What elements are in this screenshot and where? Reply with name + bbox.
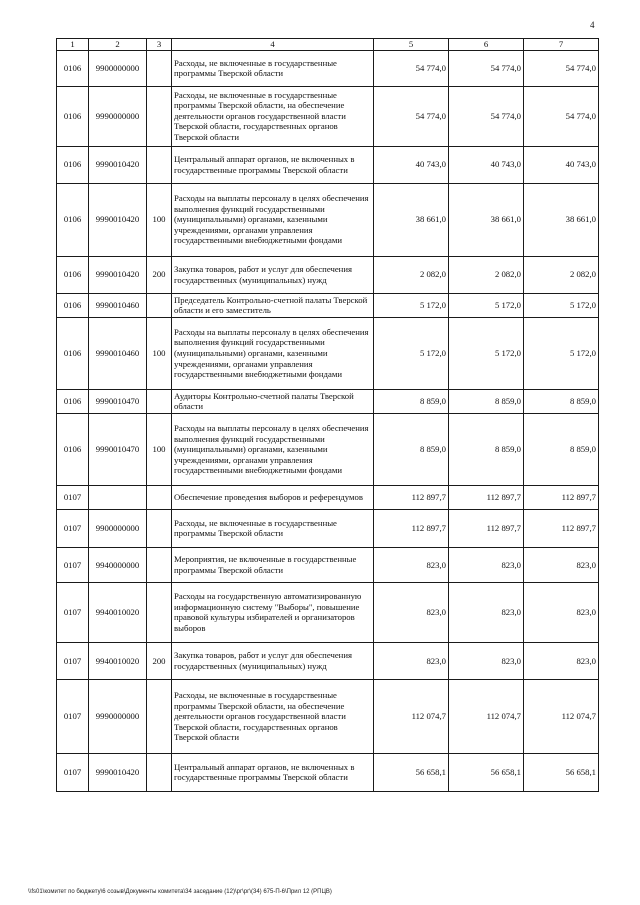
description-cell: Расходы на выплаты персоналу в целях обеспечения выполнения функций государственными (муниципальными) органами, казенными учреждениями, органами управления государственными внебюджетными фондами xyxy=(172,413,374,485)
table-row xyxy=(57,582,599,642)
section-code-cell: 0107 xyxy=(57,753,89,791)
amount-year3-cell: 40 743,0 xyxy=(524,146,599,183)
amount-year2-cell: 112 897,7 xyxy=(449,509,524,547)
target-article-cell: 9940010020 xyxy=(89,582,147,642)
budget-table xyxy=(56,38,599,792)
target-article-cell: 9990000000 xyxy=(89,86,147,146)
description-cell: Закупка товаров, работ и услуг для обеспечения государственных (муниципальных) нужд xyxy=(172,642,374,679)
amount-year3-cell: 112 897,7 xyxy=(524,509,599,547)
amount-year3-cell: 38 661,0 xyxy=(524,183,599,256)
target-article-cell: 9990010420 xyxy=(89,256,147,293)
table-row xyxy=(57,317,599,389)
expense-type-cell: 200 xyxy=(147,256,172,293)
description-cell: Мероприятия, не включенные в государственные программы Тверской области xyxy=(172,547,374,582)
expense-type-cell xyxy=(147,389,172,413)
table-row xyxy=(57,413,599,485)
table-row xyxy=(57,183,599,256)
amount-year1-cell: 2 082,0 xyxy=(374,256,449,293)
description-cell: Аудиторы Контрольно-счетной палаты Тверской области xyxy=(172,389,374,413)
expense-type-cell xyxy=(147,509,172,547)
amount-year1-cell: 823,0 xyxy=(374,582,449,642)
amount-year1-cell: 823,0 xyxy=(374,547,449,582)
section-code-cell: 0107 xyxy=(57,485,89,509)
description-cell: Председатель Контрольно-счетной палаты Тверской области и его заместитель xyxy=(172,293,374,317)
target-article-cell: 9940000000 xyxy=(89,547,147,582)
description-cell: Центральный аппарат органов, не включенных в государственные программы Тверской области xyxy=(172,146,374,183)
table-row xyxy=(57,256,599,293)
amount-year2-cell: 54 774,0 xyxy=(449,86,524,146)
amount-year1-cell: 54 774,0 xyxy=(374,50,449,86)
amount-year3-cell: 2 082,0 xyxy=(524,256,599,293)
target-article-cell xyxy=(89,485,147,509)
amount-year2-cell: 823,0 xyxy=(449,582,524,642)
amount-year3-cell: 823,0 xyxy=(524,582,599,642)
expense-type-cell xyxy=(147,485,172,509)
amount-year1-cell: 112 074,7 xyxy=(374,679,449,753)
column-header: 6 xyxy=(449,39,524,51)
column-header: 1 xyxy=(57,39,89,51)
section-code-cell: 0106 xyxy=(57,389,89,413)
amount-year2-cell: 112 897,7 xyxy=(449,485,524,509)
amount-year1-cell: 8 859,0 xyxy=(374,389,449,413)
table-row xyxy=(57,509,599,547)
column-header: 7 xyxy=(524,39,599,51)
description-cell: Обеспечение проведения выборов и референдумов xyxy=(172,485,374,509)
section-code-cell: 0106 xyxy=(57,293,89,317)
section-code-cell: 0107 xyxy=(57,509,89,547)
table-row xyxy=(57,547,599,582)
amount-year2-cell: 8 859,0 xyxy=(449,389,524,413)
section-code-cell: 0107 xyxy=(57,547,89,582)
column-header: 2 xyxy=(89,39,147,51)
table-body xyxy=(57,50,599,791)
column-header: 4 xyxy=(172,39,374,51)
page-number: 4 xyxy=(590,20,595,30)
description-cell: Расходы на выплаты персоналу в целях обеспечения выполнения функций государственными (муниципальными) органами, казенными учреждениями, органами управления государственными внебюджетными фондами xyxy=(172,317,374,389)
section-code-cell: 0106 xyxy=(57,50,89,86)
section-code-cell: 0106 xyxy=(57,183,89,256)
amount-year3-cell: 5 172,0 xyxy=(524,317,599,389)
section-code-cell: 0107 xyxy=(57,582,89,642)
amount-year3-cell: 5 172,0 xyxy=(524,293,599,317)
expense-type-cell: 200 xyxy=(147,642,172,679)
amount-year1-cell: 5 172,0 xyxy=(374,293,449,317)
amount-year1-cell: 112 897,7 xyxy=(374,509,449,547)
target-article-cell: 9990010460 xyxy=(89,293,147,317)
table-row xyxy=(57,389,599,413)
amount-year2-cell: 5 172,0 xyxy=(449,293,524,317)
amount-year2-cell: 823,0 xyxy=(449,642,524,679)
amount-year2-cell: 56 658,1 xyxy=(449,753,524,791)
amount-year3-cell: 54 774,0 xyxy=(524,86,599,146)
section-code-cell: 0106 xyxy=(57,317,89,389)
table-row xyxy=(57,679,599,753)
expense-type-cell xyxy=(147,293,172,317)
section-code-cell: 0106 xyxy=(57,86,89,146)
description-cell: Расходы, не включенные в государственные программы Тверской области xyxy=(172,509,374,547)
description-cell: Расходы на государственную автоматизированную информационную систему "Выборы", повышение правовой культуры избирателей и организаторов выборов xyxy=(172,582,374,642)
amount-year1-cell: 38 661,0 xyxy=(374,183,449,256)
section-code-cell: 0107 xyxy=(57,642,89,679)
file-path-footer: \\fs01\комитет по бюджету\6 созыв\Документы комитета\34 заседание (12)\рг\рг\(34) 675-П-6\Прил 12 (РПЦВ) xyxy=(28,889,332,895)
table-row xyxy=(57,642,599,679)
amount-year3-cell: 8 859,0 xyxy=(524,413,599,485)
amount-year2-cell: 5 172,0 xyxy=(449,317,524,389)
expense-type-cell: 100 xyxy=(147,183,172,256)
target-article-cell: 9900000000 xyxy=(89,509,147,547)
amount-year2-cell: 823,0 xyxy=(449,547,524,582)
column-header: 5 xyxy=(374,39,449,51)
column-number-row xyxy=(57,39,599,51)
table-row xyxy=(57,50,599,86)
amount-year3-cell: 54 774,0 xyxy=(524,50,599,86)
expense-type-cell xyxy=(147,582,172,642)
amount-year1-cell: 54 774,0 xyxy=(374,86,449,146)
amount-year2-cell: 54 774,0 xyxy=(449,50,524,86)
target-article-cell: 9900000000 xyxy=(89,50,147,86)
expense-type-cell xyxy=(147,146,172,183)
amount-year3-cell: 56 658,1 xyxy=(524,753,599,791)
amount-year2-cell: 40 743,0 xyxy=(449,146,524,183)
table-row xyxy=(57,753,599,791)
table-row xyxy=(57,293,599,317)
amount-year3-cell: 8 859,0 xyxy=(524,389,599,413)
amount-year1-cell: 823,0 xyxy=(374,642,449,679)
description-cell: Центральный аппарат органов, не включенных в государственные программы Тверской области xyxy=(172,753,374,791)
section-code-cell: 0107 xyxy=(57,679,89,753)
target-article-cell: 9990010420 xyxy=(89,753,147,791)
amount-year1-cell: 112 897,7 xyxy=(374,485,449,509)
amount-year3-cell: 823,0 xyxy=(524,642,599,679)
target-article-cell: 9990010460 xyxy=(89,317,147,389)
description-cell: Расходы на выплаты персоналу в целях обеспечения выполнения функций государственными (муниципальными) органами, казенными учреждениями, органами управления государственными внебюджетными фондами xyxy=(172,183,374,256)
target-article-cell: 9990010420 xyxy=(89,146,147,183)
section-code-cell: 0106 xyxy=(57,413,89,485)
amount-year1-cell: 5 172,0 xyxy=(374,317,449,389)
amount-year3-cell: 823,0 xyxy=(524,547,599,582)
expense-type-cell xyxy=(147,679,172,753)
target-article-cell: 9990010420 xyxy=(89,183,147,256)
target-article-cell: 9990010470 xyxy=(89,413,147,485)
table-row xyxy=(57,146,599,183)
column-header: 3 xyxy=(147,39,172,51)
description-cell: Расходы, не включенные в государственные программы Тверской области, на обеспечение деятельности органов государственной власти Тверской области, государственных органов Тверской области xyxy=(172,679,374,753)
amount-year2-cell: 38 661,0 xyxy=(449,183,524,256)
description-cell: Расходы, не включенные в государственные программы Тверской области xyxy=(172,50,374,86)
amount-year1-cell: 8 859,0 xyxy=(374,413,449,485)
target-article-cell: 9940010020 xyxy=(89,642,147,679)
amount-year3-cell: 112 897,7 xyxy=(524,485,599,509)
expense-type-cell xyxy=(147,86,172,146)
description-cell: Расходы, не включенные в государственные программы Тверской области, на обеспечение деятельности органов государственной власти Тверской области, государственных органов Тверской области xyxy=(172,86,374,146)
table-row xyxy=(57,86,599,146)
expense-type-cell: 100 xyxy=(147,317,172,389)
section-code-cell: 0106 xyxy=(57,256,89,293)
amount-year2-cell: 2 082,0 xyxy=(449,256,524,293)
amount-year3-cell: 112 074,7 xyxy=(524,679,599,753)
section-code-cell: 0106 xyxy=(57,146,89,183)
amount-year1-cell: 56 658,1 xyxy=(374,753,449,791)
expense-type-cell xyxy=(147,753,172,791)
expense-type-cell xyxy=(147,50,172,86)
table-row xyxy=(57,485,599,509)
expense-type-cell: 100 xyxy=(147,413,172,485)
target-article-cell: 9990000000 xyxy=(89,679,147,753)
target-article-cell: 9990010470 xyxy=(89,389,147,413)
amount-year1-cell: 40 743,0 xyxy=(374,146,449,183)
amount-year2-cell: 8 859,0 xyxy=(449,413,524,485)
description-cell: Закупка товаров, работ и услуг для обеспечения государственных (муниципальных) нужд xyxy=(172,256,374,293)
amount-year2-cell: 112 074,7 xyxy=(449,679,524,753)
expense-type-cell xyxy=(147,547,172,582)
